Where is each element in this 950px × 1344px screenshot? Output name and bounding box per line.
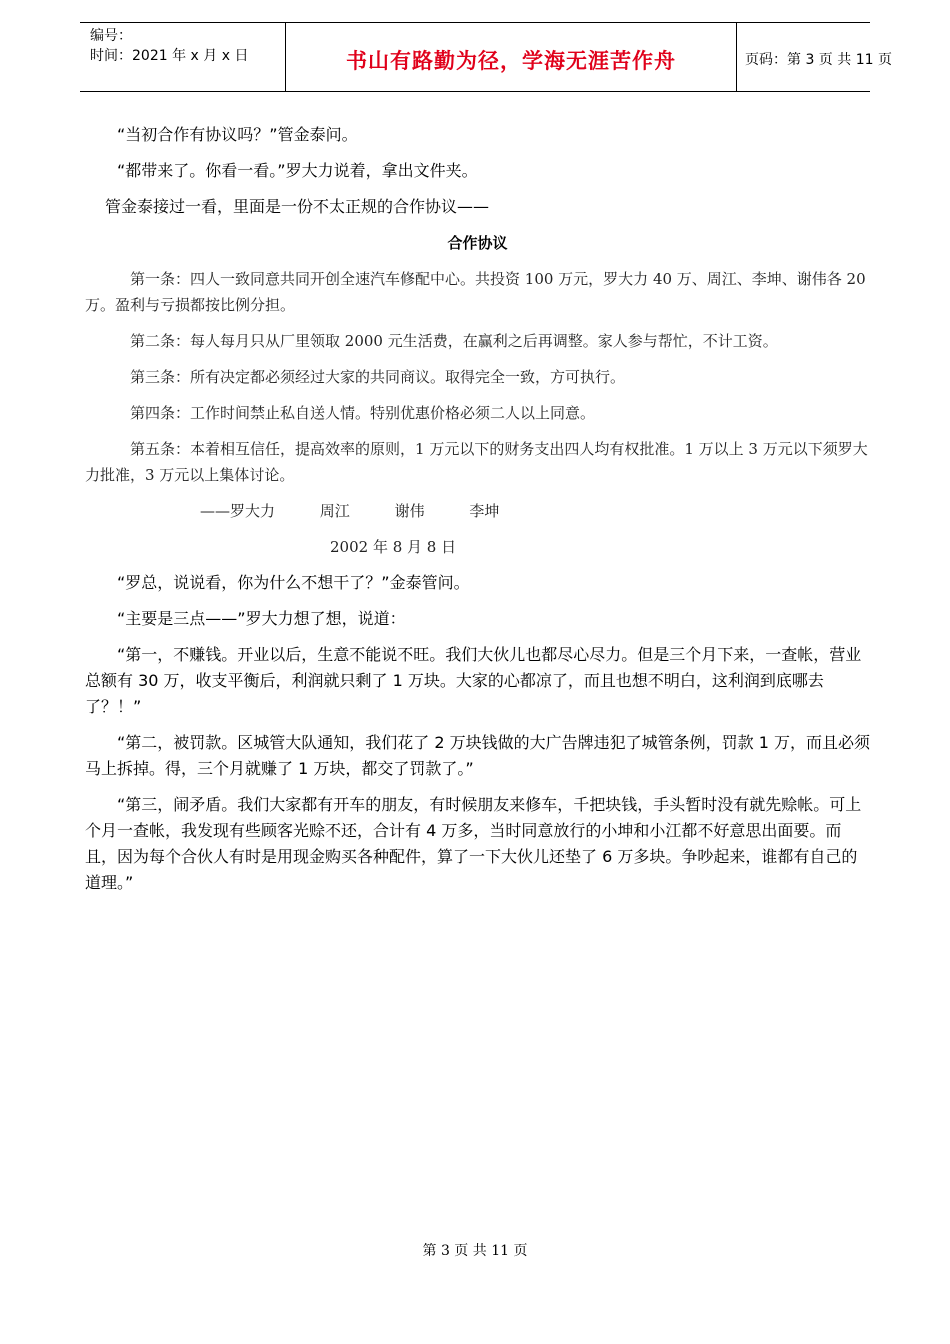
article-3: 第三条：所有决定都必须经过大家的共同商议。取得完全一致，方可执行。 [130,368,626,386]
slogan: 书山有路勤为径，学海无涯苦作舟 [346,49,676,73]
page-footer: 第 3 页 共 11 页 [422,1243,528,1259]
paragraph-4: “罗总，说说看，你为什么不想干了？”金泰管问。 [117,573,470,592]
signature-luo: ——罗大力 [200,502,276,520]
header-right-cell [735,23,892,91]
article-1: 第一条：四人一致同意共同开创全速汽车修配中心。共投资 100 万元，罗大力 40 万、周江、李坤、谢伟各 20 万。盈利与亏损都按比例分担。 [85,270,866,314]
article-5: 第五条：本着相互信任，提高效率的原则，1 万元以下的财务支出四人均有权批准。1 万以上 3 万元以下须罗大力批准，3 万元以上集体讨论。 [85,440,868,484]
article-4: 第四条：工作时间禁止私自送人情。特别优惠价格必须二人以上同意。 [130,404,596,422]
paragraph-2: “都带来了。你看一看。”罗大力说着，拿出文件夹。 [117,161,478,180]
serial-label: 编号： [90,28,132,44]
signature-zhou: 周江 [319,502,350,520]
paragraph-7: “第二，被罚款。区城管大队通知，我们花了 2 万块钱做的大广告牌违犯了城管条例，罚款 1 万，而且必须马上拆掉。得，三个月就赚了 1 万块，都交了罚款了。” [85,733,870,778]
header-page-label: 页码：第 3 页 共 11 页 [745,52,892,68]
document-body [85,122,870,906]
signatures [85,498,870,524]
agreement-date: 2002 年 8 月 8 日 [330,538,457,556]
article-2: 第二条：每人每月只从厂里领取 2000 元生活费，在赢利之后再调整。家人参与帮忙，不计工资。 [130,332,778,350]
paragraph-6: “第一，不赚钱。开业以后，生意不能说不旺。我们大伙儿也都尽心尽力。但是三个月下来，一查帐，营业总额有 30 万，收支平衡后，利润就只剩了 1 万块。大家的心都凉了，而且也想不明白，这利润到底哪去了？！” [85,645,862,716]
agreement-title: 合作协议 [447,234,508,252]
paragraph-1: “当初合作有协议吗？”管金泰问。 [117,125,358,144]
paragraph-8: “第三，闹矛盾。我们大家都有开车的朋友，有时候朋友来修车，千把块钱，手头暂时没有就先赊帐。可上个月一查帐，我发现有些顾客光赊不还，合计有 4 万多，当时同意放行的小坤和小江都不好意思出面要。而且，因为每个合伙人有时是用现金购买各种配件，算了一下大伙儿还垫了 6 万多块。争吵起来，谁都有自己的道理。” [85,795,862,892]
signature-xie: 谢伟 [394,502,425,520]
time-label: 时间：2021 年 x 月 x 日 [90,48,249,64]
paragraph-3: 管金泰接过一看，里面是一份不太正规的合作协议—— [105,197,490,216]
signature-li: 李坤 [469,502,500,520]
header-left-cell [80,23,285,91]
paragraph-5: “主要是三点——”罗大力想了想，说道： [117,609,406,628]
page-header [80,22,892,92]
header-slogan-cell [285,23,737,91]
